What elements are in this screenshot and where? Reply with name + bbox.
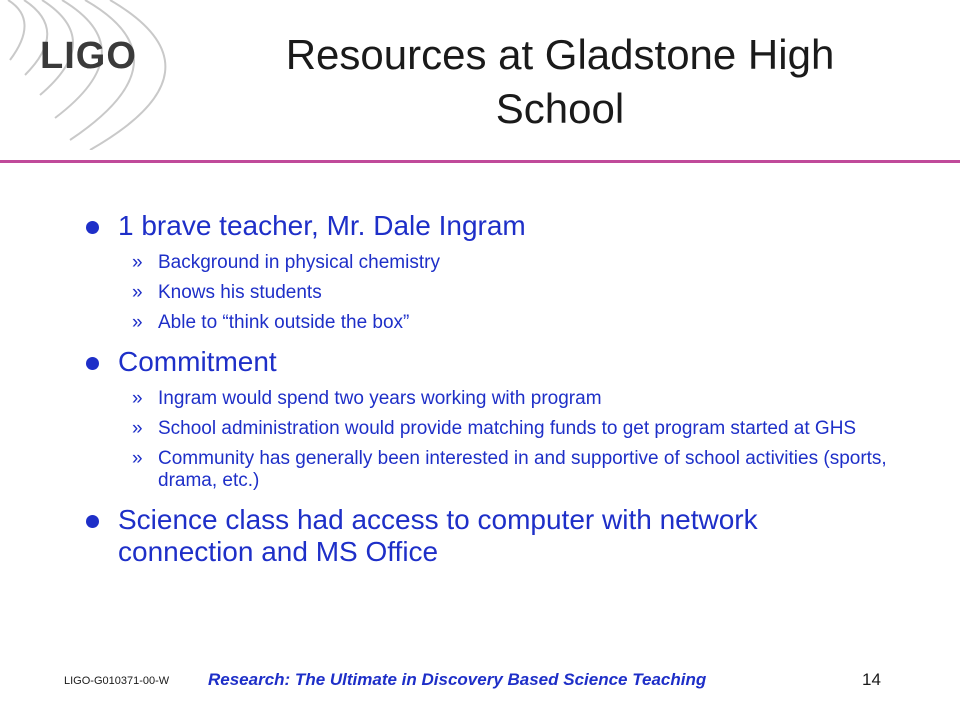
bullet-item: [80, 210, 900, 242]
bullet-dot-icon: [86, 221, 99, 234]
logo-text: LIGO: [40, 35, 137, 77]
bullet-dot-icon: [86, 357, 99, 370]
bullet-item: [80, 346, 900, 378]
chevron-right-icon: »: [132, 418, 143, 439]
sub-bullet-item: [80, 312, 900, 334]
page-number: 14: [862, 670, 881, 689]
bullet-text: Science class had access to computer with network connection and MS Office: [118, 504, 758, 567]
sub-bullet-item: [80, 252, 900, 274]
bullet-item: [80, 504, 900, 568]
title-divider: [0, 160, 960, 163]
bullet-text: Commitment: [118, 346, 277, 377]
sub-bullet-item: [80, 388, 900, 410]
sub-bullet-text: Community has generally been interested in and supportive of school activities (sports, drama, etc.): [158, 448, 887, 491]
sub-bullet-item: [80, 282, 900, 304]
sub-bullet-item: [80, 418, 900, 440]
chevron-right-icon: »: [132, 312, 143, 333]
slide-content: [80, 210, 900, 578]
sub-bullet-text: Ingram would spend two years working with program: [158, 388, 602, 409]
chevron-right-icon: »: [132, 448, 143, 469]
chevron-right-icon: »: [132, 282, 143, 303]
ligo-logo: [0, 0, 230, 150]
footer-title: Research: The Ultimate in Discovery Based Science Teaching: [208, 670, 707, 689]
chevron-right-icon: »: [132, 252, 143, 273]
sub-bullet-item: [80, 448, 900, 492]
bullet-dot-icon: [86, 515, 99, 528]
sub-bullet-text: Able to “think outside the box”: [158, 312, 410, 333]
bullet-text: 1 brave teacher, Mr. Dale Ingram: [118, 210, 526, 241]
sub-bullet-text: School administration would provide matching funds to get program started at GHS: [158, 418, 857, 439]
slide-title: Resources at Gladstone High School: [285, 31, 835, 132]
sub-bullet-text: Background in physical chemistry: [158, 252, 440, 273]
sub-bullet-list: [80, 388, 900, 492]
chevron-right-icon: »: [132, 388, 143, 409]
sub-bullet-list: [80, 252, 900, 334]
document-id: LIGO-G010371-00-W: [64, 675, 170, 687]
sub-bullet-text: Knows his students: [158, 282, 322, 303]
